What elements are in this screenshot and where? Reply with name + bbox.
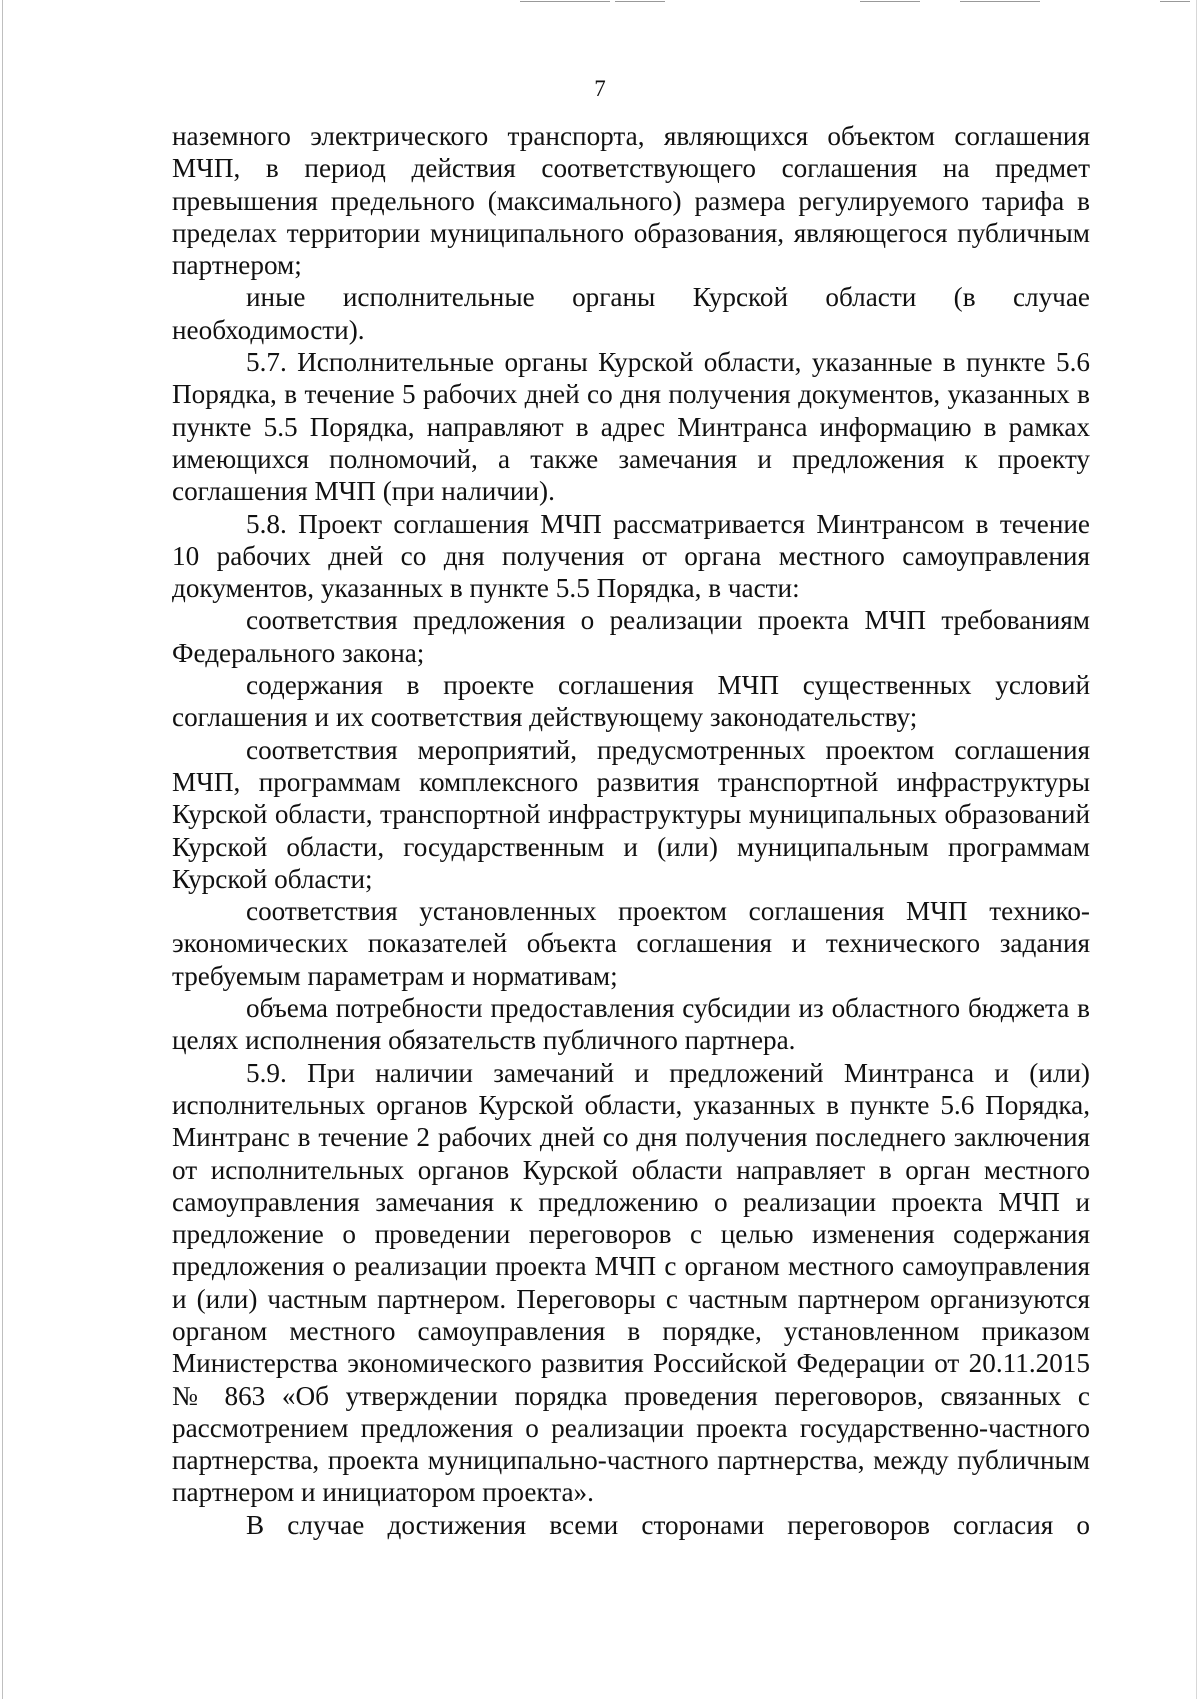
paragraph: соответствия предложения о реализации проекта МЧП требованиям Федерального закона;	[172, 605, 1090, 668]
paragraph: объема потребности предоставления субсидии из областного бюджета в целях исполнения обязательств публичного партнера.	[172, 993, 1090, 1056]
paragraph: соответствия мероприятий, предусмотренных проектом соглашения МЧП, программам комплексного развития транспортной инфраструктуры Курской области, транспортной инфраструктуры муниципальных образований Курской области, государственным и (или) муниципальным программам Курской области;	[172, 734, 1090, 894]
paragraph: иные исполнительные органы Курской области (в случае необходимости).	[172, 282, 1090, 345]
scan-top-marks	[0, 0, 1200, 6]
paragraph: В случае достижения всеми сторонами переговоров согласия о	[246, 1509, 1090, 1540]
paragraph: содержания в проекте соглашения МЧП существенных условий соглашения и их соответствия действующему законодательству;	[172, 670, 1090, 733]
paragraph: наземного электрического транспорта, являющихся объектом соглашения МЧП, в период действия соответствующего соглашения на предмет превышения предельного (максимального) размера регулируемого тарифа в пределах территории муниципального образования, являющегося публичным партнером;	[172, 121, 1090, 281]
scan-edge-right	[1196, 0, 1197, 1699]
paragraph: соответствия установленных проектом соглашения МЧП технико-экономических показателей объекта соглашения и технического задания требуемым параметрам и нормативам;	[172, 896, 1090, 991]
scan-edge-left	[2, 0, 3, 1699]
paragraph: 5.9. При наличии замечаний и предложений Минтранса и (или) исполнительных органов Курской области, указанных в пункте 5.6 Порядка, Минтранс в течение 2 рабочих дней со дня получения последнего заключения от исполнительных органов Курской области направляет в орган местного самоуправления замечания к предложению о реализации проекта МЧП и предложение о проведении переговоров с целью изменения содержания предложения о реализации проекта МЧП с органом местного самоуправления и (или) частным партнером. Переговоры с частным партнером организуются органом местного самоуправления в порядке, установленном приказом Министерства экономического развития Российской Федерации от 20.11.2015 № 863 «Об утверждении порядка проведения переговоров, связанных с рассмотрением предложения о реализации проекта государственно-частного партнерства, проекта муниципально-частного партнерства, между публичным партнером и инициатором проекта».	[172, 1057, 1090, 1508]
page-number: 7	[594, 76, 606, 101]
paragraph: 5.8. Проект соглашения МЧП рассматривается Минтрансом в течение 10 рабочих дней со дня получения от органа местного самоуправления документов, указанных в пункте 5.5 Порядка, в части:	[172, 508, 1090, 604]
paragraph: 5.7. Исполнительные органы Курской области, указанные в пункте 5.6 Порядка, в течение 5 рабочих дней со дня получения документов, указанных в пункте 5.5 Порядка, направляют в адрес Минтранса информацию в рамках имеющихся полномочий, а также замечания и предложения к проекту соглашения МЧП (при наличии).	[172, 347, 1090, 507]
document-body	[172, 120, 1090, 1541]
